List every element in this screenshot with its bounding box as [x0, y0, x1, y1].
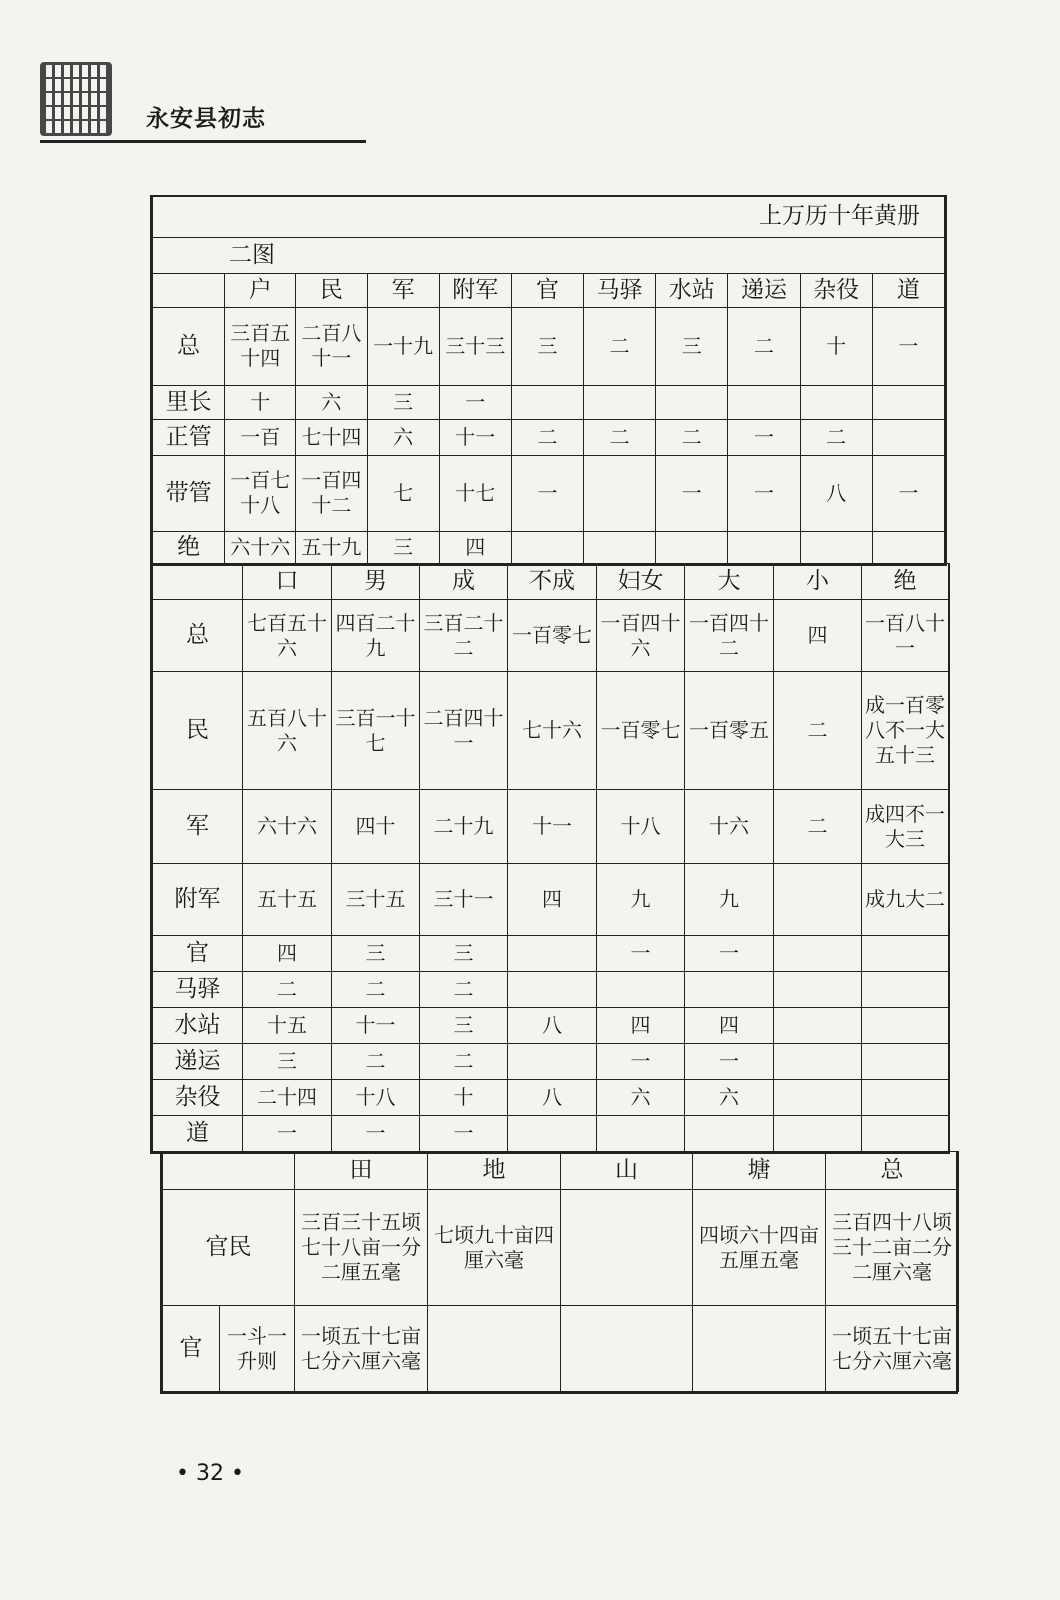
- header-rule: [40, 140, 366, 143]
- table-cell: 二: [774, 672, 862, 790]
- table-cell: 十六: [685, 790, 774, 864]
- table-cell: [584, 385, 656, 419]
- table-cell: 一百零七: [508, 600, 597, 672]
- row-sublabel: 一斗一升则: [220, 1306, 295, 1392]
- table-cell: 二: [332, 1044, 420, 1080]
- table-cell: [584, 531, 656, 563]
- column-header: 绝: [862, 564, 949, 600]
- row-label: 总: [153, 307, 225, 385]
- table-cell: 十八: [332, 1080, 420, 1116]
- column-header: 民: [296, 273, 367, 307]
- table-cell: [508, 1116, 597, 1152]
- table-cell: 五十九: [296, 531, 367, 563]
- table-cell: 五十五: [243, 864, 332, 936]
- table-row: [163, 1190, 959, 1306]
- table-cell: 一百四十二: [296, 455, 367, 531]
- table-cell: 七百五十六: [243, 600, 332, 672]
- table-cell: 一十九: [367, 307, 439, 385]
- table-cell: 三十一: [420, 864, 508, 936]
- table-cell: 四: [685, 1008, 774, 1044]
- table-cell: [774, 1008, 862, 1044]
- seal-logo: [40, 62, 112, 136]
- column-header: 马驿: [584, 273, 656, 307]
- table-cell: [862, 1044, 949, 1080]
- table-cell: 一: [872, 307, 944, 385]
- table-cell: [693, 1306, 826, 1392]
- table-cell: 一: [420, 1116, 508, 1152]
- table-cell: 八: [508, 1080, 597, 1116]
- table-cell: 六: [367, 419, 439, 455]
- table-cell: 三: [367, 385, 439, 419]
- table-cell: 七: [367, 455, 439, 531]
- table-cell: 一百零五: [685, 672, 774, 790]
- table-cell: 二: [243, 972, 332, 1008]
- table-cell: [774, 1116, 862, 1152]
- table-cell: 十一: [508, 790, 597, 864]
- row-label: 总: [153, 600, 243, 672]
- table-cell: [508, 1044, 597, 1080]
- column-header: 递运: [728, 273, 800, 307]
- table-cell: 四: [243, 936, 332, 972]
- table-cell: 四百二十九: [332, 600, 420, 672]
- column-header: 男: [332, 564, 420, 600]
- table-cell: 二百四十一: [420, 672, 508, 790]
- book-title: 永安县初志: [146, 106, 266, 132]
- table-cell: 七十四: [296, 419, 367, 455]
- table-row: [153, 1080, 949, 1116]
- table-cell: 一: [243, 1116, 332, 1152]
- table-cell: 十一: [332, 1008, 420, 1044]
- column-header: 户: [225, 273, 296, 307]
- table-cell: 三: [420, 1008, 508, 1044]
- table-cell: 十七: [439, 455, 511, 531]
- table-cell: 三十五: [332, 864, 420, 936]
- table-cell: 二: [420, 972, 508, 1008]
- table-cell: [508, 936, 597, 972]
- table-cell: 一: [511, 455, 583, 531]
- table-cell: [774, 1080, 862, 1116]
- corner-cell: [163, 1152, 295, 1190]
- column-header: 成: [420, 564, 508, 600]
- table-cell: [561, 1190, 693, 1306]
- table-cell: [862, 1008, 949, 1044]
- table-cell: [685, 1116, 774, 1152]
- table-cell: [597, 972, 685, 1008]
- table-cell: 五百八十六: [243, 672, 332, 790]
- table-cell: 三: [243, 1044, 332, 1080]
- table-cell: [872, 531, 944, 563]
- table-cell: 十一: [439, 419, 511, 455]
- table-row: [153, 600, 949, 672]
- column-header: 军: [367, 273, 439, 307]
- table-cell: 二: [656, 419, 728, 455]
- row-label: 官民: [163, 1190, 295, 1306]
- table-cell: 二: [800, 419, 872, 455]
- table-cell: [774, 972, 862, 1008]
- households-table: [152, 197, 945, 564]
- table-row: [153, 864, 949, 936]
- table-row: [153, 1008, 949, 1044]
- column-header: 杂役: [800, 273, 872, 307]
- table-row: [153, 385, 945, 419]
- table-cell: 十: [420, 1080, 508, 1116]
- row-label: 递运: [153, 1044, 243, 1080]
- table-cell: 一顷五十七亩七分六厘六毫: [826, 1306, 959, 1392]
- table-row: [153, 419, 945, 455]
- table-cell: 一: [685, 936, 774, 972]
- table-cell: 三: [367, 531, 439, 563]
- row-label: 官: [163, 1306, 220, 1392]
- row-label: 绝: [153, 531, 225, 563]
- row-label: 军: [153, 790, 243, 864]
- table-cell: 十: [800, 307, 872, 385]
- table-row: [153, 972, 949, 1008]
- table-cell: 一百七十八: [225, 455, 296, 531]
- table-cell: 四: [508, 864, 597, 936]
- table-cell: 三十三: [439, 307, 511, 385]
- table-cell: [597, 1116, 685, 1152]
- table-cell: 三: [656, 307, 728, 385]
- table-cell: [774, 936, 862, 972]
- table-cell: 一: [597, 1044, 685, 1080]
- table-cell: 四: [774, 600, 862, 672]
- table-cell: [728, 531, 800, 563]
- table-cell: 四顷六十四亩五厘五毫: [693, 1190, 826, 1306]
- table-row: [153, 790, 949, 864]
- table-cell: [862, 936, 949, 972]
- column-header: 地: [428, 1152, 561, 1190]
- table-cell: 八: [800, 455, 872, 531]
- column-header: 小: [774, 564, 862, 600]
- table-cell: 一百四十六: [597, 600, 685, 672]
- page-number: • 32 •: [176, 1461, 244, 1486]
- table-cell: 一: [872, 455, 944, 531]
- table-cell: 一: [439, 385, 511, 419]
- row-label: 官: [153, 936, 243, 972]
- table-cell: 一: [728, 419, 800, 455]
- table-cell: 三百四十八顷三十二亩二分二厘六毫: [826, 1190, 959, 1306]
- corner-cell: [153, 273, 225, 307]
- column-header: 大: [685, 564, 774, 600]
- table-cell: 二: [584, 419, 656, 455]
- table-cell: 成九大二: [862, 864, 949, 936]
- table-cell: 二: [511, 419, 583, 455]
- table-row: [163, 1306, 959, 1392]
- table-cell: 成四不一大三: [862, 790, 949, 864]
- table-cell: [428, 1306, 561, 1392]
- table-cell: [685, 972, 774, 1008]
- column-header: 不成: [508, 564, 597, 600]
- table-cell: [774, 1044, 862, 1080]
- column-header: 田: [295, 1152, 428, 1190]
- households-section: [150, 195, 947, 566]
- table-cell: [656, 385, 728, 419]
- table-row: [153, 1116, 949, 1152]
- table-cell: 六: [685, 1080, 774, 1116]
- row-label: 里长: [153, 385, 225, 419]
- table-cell: [800, 531, 872, 563]
- table-cell: 三百三十五顷七十八亩一分二厘五毫: [295, 1190, 428, 1306]
- table-cell: [800, 385, 872, 419]
- column-header: 口: [243, 564, 332, 600]
- table-cell: 一百四十二: [685, 600, 774, 672]
- land-table: [162, 1151, 959, 1392]
- table-cell: 七十六: [508, 672, 597, 790]
- table-cell: 七顷九十亩四厘六毫: [428, 1190, 561, 1306]
- population-table: [152, 563, 949, 1152]
- table-cell: [862, 1116, 949, 1152]
- table-row: [153, 1044, 949, 1080]
- row-label: 水站: [153, 1008, 243, 1044]
- column-header: 官: [511, 273, 583, 307]
- table-cell: 三: [420, 936, 508, 972]
- table-cell: [584, 455, 656, 531]
- table-row: [153, 936, 949, 972]
- table-row: [153, 307, 945, 385]
- table-cell: 三: [332, 936, 420, 972]
- table-cell: [656, 531, 728, 563]
- table-cell: 二: [728, 307, 800, 385]
- column-header: 总: [826, 1152, 959, 1190]
- row-label: 正管: [153, 419, 225, 455]
- land-section: [160, 1151, 958, 1394]
- population-header-row: [153, 564, 949, 600]
- table-cell: [862, 1080, 949, 1116]
- table-cell: 十: [225, 385, 296, 419]
- table-cell: 二: [584, 307, 656, 385]
- column-header: 道: [872, 273, 944, 307]
- column-header: 妇女: [597, 564, 685, 600]
- table-cell: 一: [728, 455, 800, 531]
- row-label: 附军: [153, 864, 243, 936]
- table-cell: 成一百零八不一大五十三: [862, 672, 949, 790]
- corner-cell: [153, 564, 243, 600]
- table-cell: [862, 972, 949, 1008]
- households-header-row: [153, 273, 945, 307]
- row-label: 道: [153, 1116, 243, 1152]
- column-header: 水站: [656, 273, 728, 307]
- table-cell: 三百一十七: [332, 672, 420, 790]
- table-title: 上万历十年黄册: [153, 197, 945, 237]
- table-cell: 六十六: [243, 790, 332, 864]
- table-cell: 一顷五十七亩七分六厘六毫: [295, 1306, 428, 1392]
- table-cell: 六: [296, 385, 367, 419]
- table-cell: [561, 1306, 693, 1392]
- table-cell: 二十九: [420, 790, 508, 864]
- table-cell: [511, 531, 583, 563]
- table-cell: 四十: [332, 790, 420, 864]
- table-cell: 四: [439, 531, 511, 563]
- table-cell: 二: [332, 972, 420, 1008]
- table-cell: 八: [508, 1008, 597, 1044]
- table-cell: 一百: [225, 419, 296, 455]
- table-cell: 六十六: [225, 531, 296, 563]
- table-cell: 三百二十二: [420, 600, 508, 672]
- table-row: [153, 455, 945, 531]
- column-header: 山: [561, 1152, 693, 1190]
- table-cell: 十八: [597, 790, 685, 864]
- table-cell: 一: [656, 455, 728, 531]
- row-label: 马驿: [153, 972, 243, 1008]
- table-cell: [511, 385, 583, 419]
- table-cell: 一: [597, 936, 685, 972]
- table-cell: 二: [774, 790, 862, 864]
- population-section: [150, 563, 950, 1154]
- table-row: [153, 531, 945, 563]
- table-cell: 一百零七: [597, 672, 685, 790]
- table-cell: 二: [420, 1044, 508, 1080]
- table-row: [153, 672, 949, 790]
- table-cell: 四: [597, 1008, 685, 1044]
- table-cell: [774, 864, 862, 936]
- row-label: 杂役: [153, 1080, 243, 1116]
- table-cell: 二十四: [243, 1080, 332, 1116]
- table-cell: 九: [685, 864, 774, 936]
- section-subtitle: 二图: [153, 237, 945, 273]
- table-cell: 二百八十一: [296, 307, 367, 385]
- table-cell: 十五: [243, 1008, 332, 1044]
- table-cell: [872, 419, 944, 455]
- table-cell: 一: [685, 1044, 774, 1080]
- column-header: 塘: [693, 1152, 826, 1190]
- table-cell: 一: [332, 1116, 420, 1152]
- table-cell: [508, 972, 597, 1008]
- table-cell: 九: [597, 864, 685, 936]
- row-label: 带管: [153, 455, 225, 531]
- table-cell: 三: [511, 307, 583, 385]
- table-cell: 三百五十四: [225, 307, 296, 385]
- column-header: 附军: [439, 273, 511, 307]
- table-cell: [728, 385, 800, 419]
- land-header-row: [163, 1152, 959, 1190]
- table-cell: 六: [597, 1080, 685, 1116]
- row-label: 民: [153, 672, 243, 790]
- table-cell: 一百八十一: [862, 600, 949, 672]
- table-cell: [872, 385, 944, 419]
